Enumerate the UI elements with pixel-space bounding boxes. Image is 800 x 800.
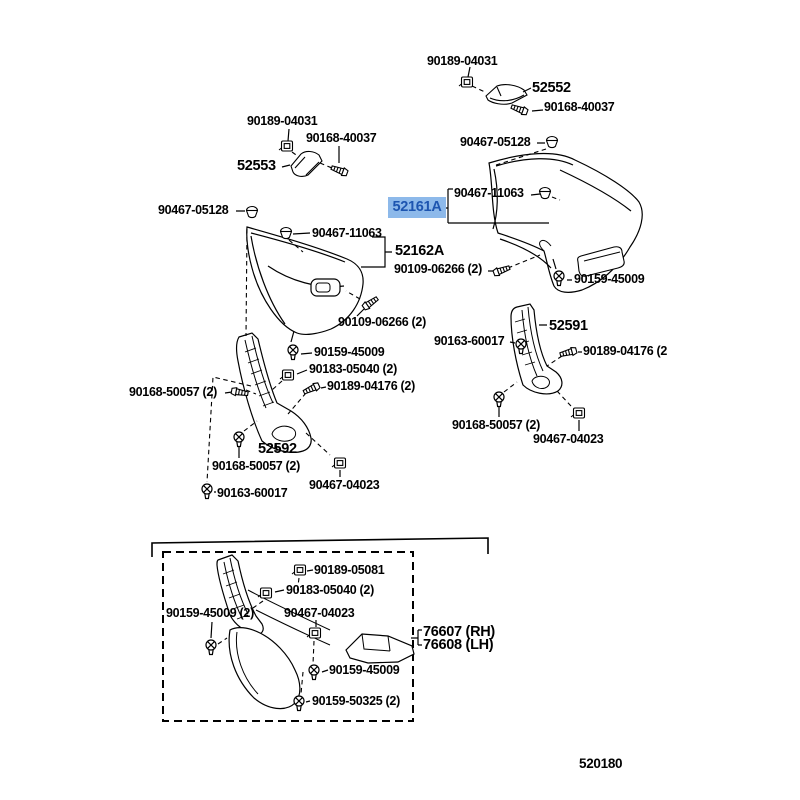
callout-90168-50057-a: 90168-50057 (2)	[129, 385, 217, 399]
figure-number: 520180	[579, 756, 623, 771]
part-label-52591: 52591	[549, 318, 588, 334]
callout-90159-45009-a: 90159-45009	[574, 272, 645, 286]
part-52553-drawing	[291, 151, 322, 176]
clip-icon	[279, 141, 293, 151]
callout-90183-05040-b: 90183-05040 (2)	[286, 583, 374, 597]
callout-90467-11063-b: 90467-11063	[312, 226, 382, 240]
callout-90159-45009-b: 90159-45009	[314, 345, 385, 359]
callout-90159-45009-c: 90159-45009 (2)	[166, 606, 254, 620]
callout-90159-50325: 90159-50325 (2)	[312, 694, 400, 708]
callout-90189-04031-a: 90189-04031	[427, 54, 498, 68]
bolt-icon	[493, 264, 511, 277]
clip-icon	[292, 565, 306, 575]
part-label-76608-lh: 76608 (LH)	[423, 637, 494, 653]
part-label-52553: 52553	[237, 158, 276, 174]
callout-90467-04023-c: 90467-04023	[284, 606, 355, 620]
callout-90467-11063-a: 90467-11063	[454, 186, 524, 200]
bolt-icon	[559, 346, 577, 358]
screw-icon	[494, 392, 504, 407]
callout-90168-50057-b: 90168-50057 (2)	[212, 459, 300, 473]
clip-icon	[459, 77, 473, 87]
clip-icon	[332, 458, 346, 468]
screw-icon	[202, 484, 212, 499]
grommet-icon	[281, 228, 292, 239]
callout-90189-04031-b: 90189-04031	[247, 114, 318, 128]
callout-90163-60017-b: 90163-60017	[217, 486, 288, 500]
bolt-icon	[361, 295, 379, 311]
clip-icon	[307, 628, 321, 638]
callout-90189-04176-b: 90189-04176 (2)	[327, 379, 415, 393]
bolt-icon	[302, 382, 320, 396]
selected-part-label-52161A[interactable]: 52161A	[388, 197, 446, 218]
callout-90467-04023-b: 90467-04023	[533, 432, 604, 446]
grommet-icon	[247, 207, 258, 218]
clip-icon	[571, 408, 585, 418]
callout-90189-05081: 90189-05081	[314, 563, 385, 577]
grommet-icon	[547, 137, 558, 148]
screw-icon	[294, 696, 304, 711]
screw-icon	[206, 640, 216, 655]
callout-90467-04023-a: 90467-04023	[309, 478, 380, 492]
part-label-52552: 52552	[532, 80, 571, 96]
screw-icon	[288, 345, 298, 360]
callout-90168-50057-c: 90168-50057 (2)	[452, 418, 540, 432]
callout-90159-45009-d: 90159-45009	[329, 663, 400, 677]
clip-icon	[280, 370, 294, 380]
callout-90109-06266-a: 90109-06266 (2)	[394, 262, 482, 276]
part-label-52162A: 52162A	[395, 243, 444, 259]
callout-90189-04176-a: 90189-04176 (2	[583, 344, 668, 358]
part-label-76607-rh: 76607 (RH)	[423, 624, 495, 640]
part-52552-drawing	[486, 85, 527, 105]
part-label-52592: 52592	[258, 441, 297, 457]
screw-icon	[234, 432, 244, 447]
callout-90163-60017-a: 90163-60017	[434, 334, 505, 348]
callout-90168-40037-b: 90168-40037	[306, 131, 377, 145]
screw-icon	[309, 665, 319, 680]
callout-90467-05128-a: 90467-05128	[460, 135, 531, 149]
bolt-icon	[510, 103, 528, 116]
callout-90168-40037-a: 90168-40037	[544, 100, 615, 114]
callout-90467-05128-b: 90467-05128	[158, 203, 229, 217]
bolt-icon	[330, 164, 348, 177]
callout-90109-06266-b: 90109-06266 (2)	[338, 315, 426, 329]
clip-icon	[258, 588, 272, 598]
grommet-icon	[540, 188, 551, 199]
callout-90183-05040-a: 90183-05040 (2)	[309, 362, 397, 376]
